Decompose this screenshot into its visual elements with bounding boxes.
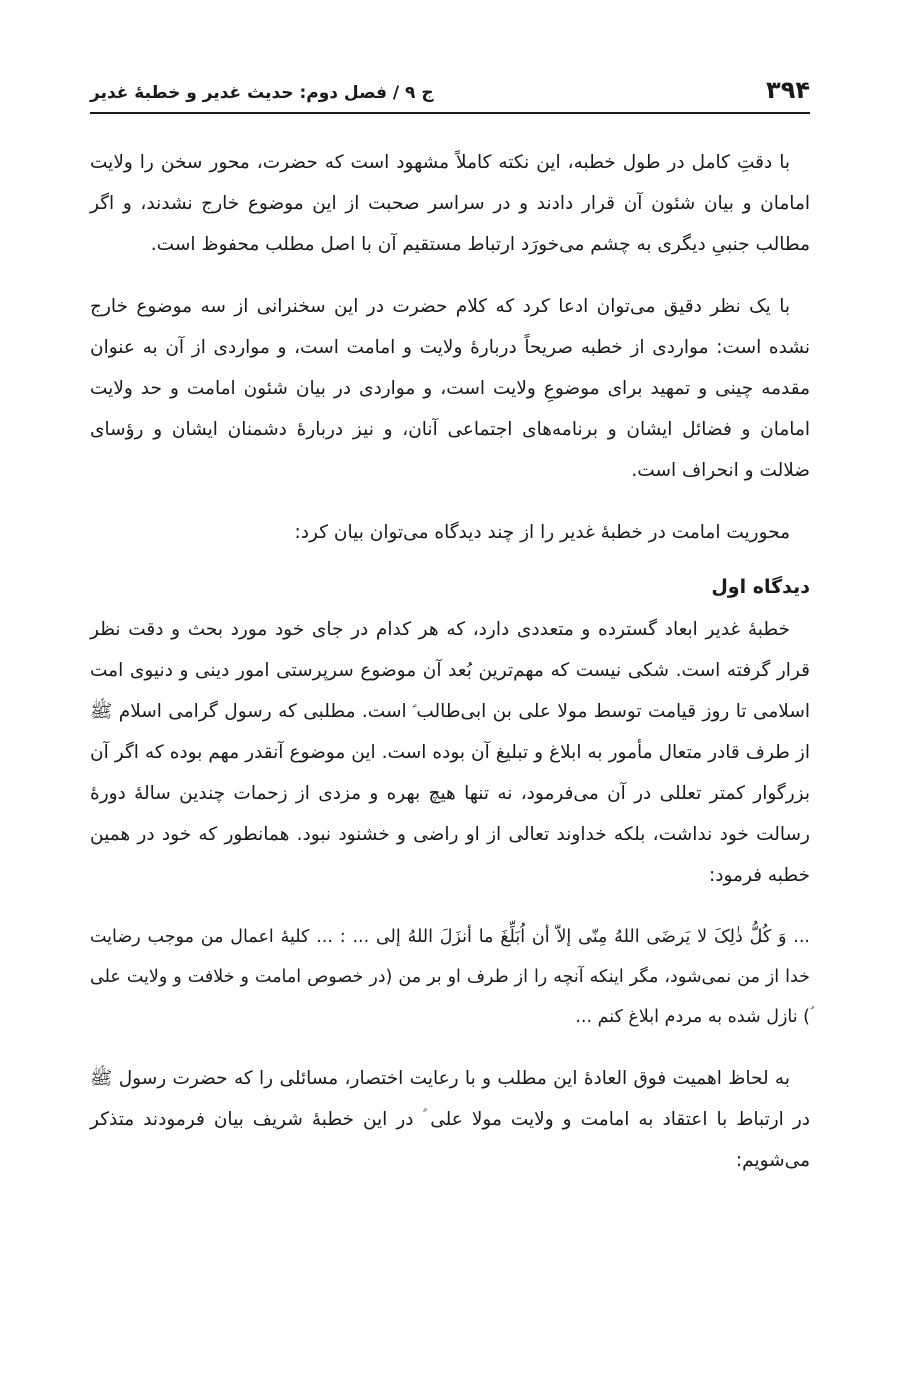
document-page: [90, 60, 810, 1202]
paragraph-2: با یک نظر دقیق می‌توان ادعا کرد که کلام حضرت در این سخنرانی از سه موضوع خارج نشده است: مواردی از خطبه صریحاً دربارهٔ ولایت و امامت است، و مواردی از آن به عنوان مقدمه چینی و تمهید برای موضوعِ ولایت است، و مواردی در بیان شئون امامت و حد ولایت امامان و فضائل ایشان و برنامه‌های اجتماعی آنان، و نیز دربارهٔ دشمنان ایشان و رؤسای ضلالت و انحراف است.: [90, 296, 810, 481]
paragraph-1: با دقتِ کامل در طول خطبه، این نکته کاملاً مشهود است که حضرت، محور سخن را ولایت امامان و بیان شئون آن قرار دادند و در سراسر صحبت از این موضوع خارج نشدند، و اگر مطالب جنبیِ دیگری به چشم می‌خورَد ارتباط مستقیم آن با اصل مطلب محفوظ است.: [90, 152, 810, 255]
running-header: [90, 60, 810, 114]
body-text: [90, 114, 810, 1181]
section-heading: دیدگاه اول: [711, 576, 810, 598]
paragraph-4: خطبهٔ غدیر ابعاد گسترده و متعددی دارد، که هر کدام در جای خود مورد بحث و دقت نظر قرار گرفته است. شکی نیست که مهم‌ترین بُعد آن موضوع سرپرستی امور دینی و دنیوی امت اسلامی تا روز قیامت توسط مولا علی بن ابی‌طالب ؑ است. مطلبی که رسول گرامی اسلام ﷺ از طرف قادر متعال مأمور به ابلاغ و تبلیغ آن بوده است. این موضوع آنقدر مهم بوده که اگر آن بزرگوار کمتر تعللی در آن می‌فرمود، نه تنها هیچ بهره و مزدی از زحمات چندین سالهٔ دورهٔ رسالت خود نداشت، بلکه خداوند تعالی از او راضی و خشنود نبود. همانطور که خود در همین خطبه فرمود:: [90, 619, 810, 886]
quotation: ... وَ کُلُّ ذٰلِکَ لا یَرضَی اللهُ مِنّی إلاّ أن اُبَلِّغَ ما أنزَلَ اللهُ إلی ... : ... کلیهٔ اعمال من موجب رضایت خدا از من نمی‌شود، مگر اینکه آنچه را از طرف او بر من (در خصوص امامت و خلافت و ولایت علی ؑ) نازل شده به مردم ابلاغ کنم ...: [90, 927, 810, 1027]
paragraph-3: محوریت امامت در خطبهٔ غدیر را از چند دیدگاه می‌توان بیان کرد:: [294, 522, 790, 543]
chapter-title: ج ۹ / فصل دوم: حدیث غدیر و خطبهٔ غدیر: [90, 83, 434, 103]
paragraph-5: به لحاظ اهمیت فوق العادهٔ این مطلب و با رعایت اختصار، مسائلی را که حضرت رسول ﷺ در ارتباط با اعتقاد به امامت و ولایت مولا علی ؑ در این خطبهٔ شریف بیان فرمودند متذکر می‌شویم:: [90, 1068, 810, 1171]
page-number: ۳۹۴: [766, 76, 810, 104]
